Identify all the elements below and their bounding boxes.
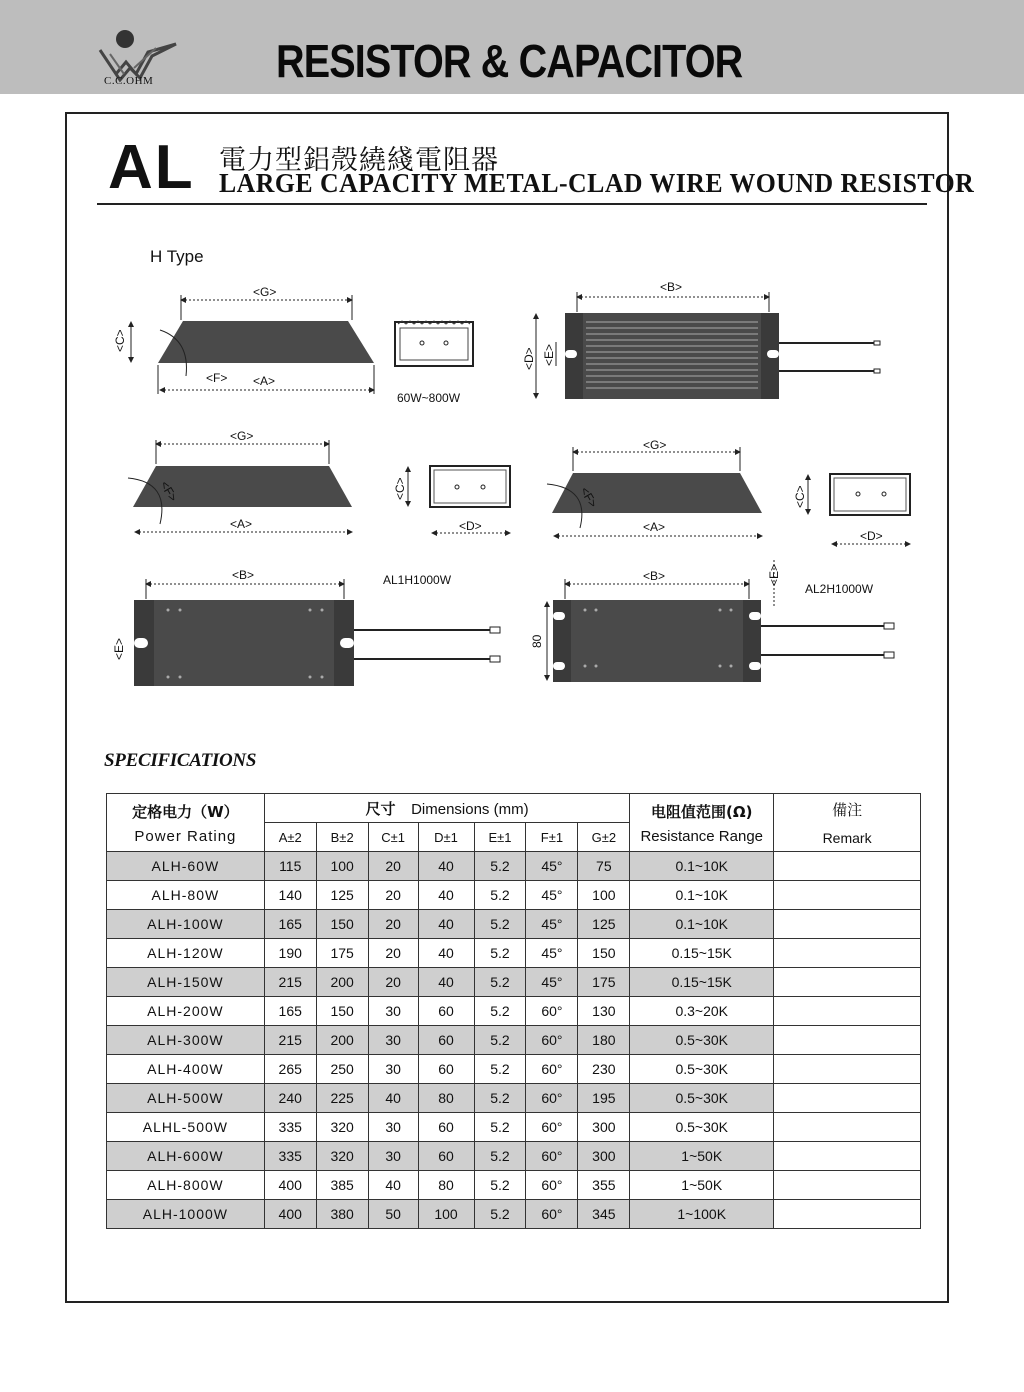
cell-remark: [774, 1026, 921, 1055]
cell-range: 1~50K: [630, 1142, 774, 1171]
cell-dim-f: 60°: [526, 997, 578, 1026]
model-label-al2h: AL2H1000W: [805, 582, 874, 596]
cell-dim-e: 5.2: [474, 1084, 526, 1113]
side-profile-2: [128, 429, 352, 532]
logo-text: C.C.OHM: [104, 75, 154, 87]
header-power: 定格电力（W） Power Rating: [107, 794, 265, 852]
cell-dim-d: 60: [418, 1113, 474, 1142]
cell-dim-c: 30: [368, 1026, 418, 1055]
cell-dim-f: 60°: [526, 1084, 578, 1113]
cell-dim-f: 45°: [526, 881, 578, 910]
cell-remark: [774, 1055, 921, 1084]
dim-f-label-3: <F>: [577, 484, 601, 510]
cell-dim-b: 150: [316, 910, 368, 939]
cell-dim-e: 5.2: [474, 1026, 526, 1055]
cell-remark: [774, 997, 921, 1026]
cell-range: 0.5~30K: [630, 1113, 774, 1142]
cell-dim-e: 5.2: [474, 1171, 526, 1200]
table-row: [107, 1171, 921, 1200]
cell-dim-g: 345: [578, 1200, 630, 1229]
cell-dim-d: 60: [418, 1026, 474, 1055]
dim-e-label-1: <E>: [542, 343, 556, 366]
cell-dim-d: 60: [418, 1055, 474, 1084]
cell-dim-e: 5.2: [474, 910, 526, 939]
dim-a-label-3: <A>: [643, 520, 666, 534]
cell-dim-a: 190: [264, 939, 316, 968]
cell-dim-a: 240: [264, 1084, 316, 1113]
subheader-d: D±1: [418, 823, 474, 852]
banner-title: RESISTOR & CAPACITOR: [276, 35, 743, 87]
cell-range: 0.3~20K: [630, 997, 774, 1026]
table-row: [107, 910, 921, 939]
cell-dim-a: 215: [264, 1026, 316, 1055]
cell-dim-f: 60°: [526, 1200, 578, 1229]
cell-dim-c: 20: [368, 968, 418, 997]
cell-model: ALH-400W: [107, 1055, 265, 1084]
cell-dim-c: 30: [368, 997, 418, 1026]
cell-dim-d: 60: [418, 997, 474, 1026]
cell-dim-d: 60: [418, 1142, 474, 1171]
subheader-b: B±2: [316, 823, 368, 852]
side-profile-3: [547, 438, 762, 536]
product-title-cn: 電力型鋁殼繞綫電阻器: [219, 145, 499, 176]
cell-remark: [774, 1113, 921, 1142]
cell-dim-d: 100: [418, 1200, 474, 1229]
dim-e-label-2: <E>: [112, 637, 126, 660]
cell-dim-a: 115: [264, 852, 316, 881]
dim-d-label-2: <D>: [459, 519, 482, 533]
cell-range: 0.15~15K: [630, 968, 774, 997]
cell-range: 0.1~10K: [630, 910, 774, 939]
table-row: [107, 1200, 921, 1229]
cell-dim-a: 335: [264, 1142, 316, 1171]
cell-dim-d: 80: [418, 1171, 474, 1200]
cell-range: 0.5~30K: [630, 1055, 774, 1084]
dim-d-label-1: <D>: [522, 347, 536, 370]
cell-model: ALH-1000W: [107, 1200, 265, 1229]
cell-range: 0.5~30K: [630, 1084, 774, 1113]
cell-dim-e: 5.2: [474, 968, 526, 997]
cell-dim-f: 45°: [526, 910, 578, 939]
dim-f-label-1: <F>: [206, 371, 228, 385]
cell-dim-e: 5.2: [474, 881, 526, 910]
dim-b-label-3: <B>: [643, 569, 666, 583]
cell-dim-e: 5.2: [474, 939, 526, 968]
cell-dim-c: 40: [368, 1084, 418, 1113]
cell-dim-f: 60°: [526, 1026, 578, 1055]
cell-dim-g: 300: [578, 1113, 630, 1142]
cell-dim-d: 40: [418, 881, 474, 910]
cell-model: ALHL-500W: [107, 1113, 265, 1142]
cell-model: ALH-800W: [107, 1171, 265, 1200]
cell-dim-c: 20: [368, 910, 418, 939]
dim-b-label-1: <B>: [660, 280, 683, 294]
cell-remark: [774, 939, 921, 968]
range-label: 60W~800W: [397, 391, 461, 405]
cell-dim-c: 20: [368, 881, 418, 910]
cell-dim-b: 385: [316, 1171, 368, 1200]
table-row: [107, 997, 921, 1026]
product-title-en: LARGE CAPACITY METAL-CLAD WIRE WOUND RESISTOR: [219, 168, 975, 198]
table-row: [107, 881, 921, 910]
cell-dim-e: 5.2: [474, 997, 526, 1026]
cell-dim-d: 40: [418, 852, 474, 881]
side-profile-1: [113, 285, 374, 394]
cell-dim-d: 80: [418, 1084, 474, 1113]
cell-dim-e: 5.2: [474, 1113, 526, 1142]
cell-dim-b: 200: [316, 1026, 368, 1055]
cell-dim-c: 20: [368, 939, 418, 968]
cell-remark: [774, 881, 921, 910]
dim-e-label-3: <E>: [767, 563, 781, 586]
cell-dim-b: 225: [316, 1084, 368, 1113]
cell-model: ALH-150W: [107, 968, 265, 997]
cell-dim-c: 50: [368, 1200, 418, 1229]
cell-dim-b: 200: [316, 968, 368, 997]
cell-dim-a: 400: [264, 1200, 316, 1229]
header-dimensions: 尺寸 Dimensions (mm): [264, 794, 630, 823]
cell-dim-a: 265: [264, 1055, 316, 1084]
dim-b-label-2: <B>: [232, 568, 255, 582]
cell-remark: [774, 910, 921, 939]
cell-dim-g: 175: [578, 968, 630, 997]
subheader-e: E±1: [474, 823, 526, 852]
cell-range: 0.5~30K: [630, 1026, 774, 1055]
spec-table: [106, 793, 921, 1229]
cell-dim-c: 30: [368, 1113, 418, 1142]
cell-dim-a: 165: [264, 910, 316, 939]
cell-model: ALH-100W: [107, 910, 265, 939]
cell-dim-a: 335: [264, 1113, 316, 1142]
subheader-a: A±2: [264, 823, 316, 852]
header-range: 电阻值范围(Ω) Resistance Range: [630, 794, 774, 852]
cell-remark: [774, 1200, 921, 1229]
cell-dim-e: 5.2: [474, 852, 526, 881]
cell-dim-f: 60°: [526, 1142, 578, 1171]
cell-dim-g: 195: [578, 1084, 630, 1113]
cell-model: ALH-500W: [107, 1084, 265, 1113]
cell-model: ALH-300W: [107, 1026, 265, 1055]
model-label-al1h: AL1H1000W: [383, 573, 452, 587]
cell-dim-d: 40: [418, 910, 474, 939]
cell-dim-b: 175: [316, 939, 368, 968]
subheader-f: F±1: [526, 823, 578, 852]
header-remark: 備注 Remark: [774, 794, 921, 852]
dim-a-label-2: <A>: [230, 517, 253, 531]
cell-dim-f: 60°: [526, 1171, 578, 1200]
dim-c-label-3: <C>: [793, 485, 807, 508]
end-view-3: [793, 474, 910, 544]
product-code: AL: [108, 133, 195, 202]
cell-dim-e: 5.2: [474, 1055, 526, 1084]
cell-remark: [774, 1142, 921, 1171]
cell-dim-g: 230: [578, 1055, 630, 1084]
table-row: [107, 1142, 921, 1171]
end-view-2: [393, 466, 510, 533]
cell-dim-g: 150: [578, 939, 630, 968]
cell-dim-g: 300: [578, 1142, 630, 1171]
cell-dim-d: 40: [418, 939, 474, 968]
cell-dim-a: 400: [264, 1171, 316, 1200]
cell-range: 1~100K: [630, 1200, 774, 1229]
table-row: [107, 968, 921, 997]
cell-range: 0.1~10K: [630, 852, 774, 881]
cell-dim-g: 125: [578, 910, 630, 939]
dim-g-label-2: <G>: [230, 429, 254, 443]
cell-dim-f: 60°: [526, 1113, 578, 1142]
dim-g-label-3: <G>: [643, 438, 667, 452]
cell-dim-e: 5.2: [474, 1200, 526, 1229]
cell-dim-b: 125: [316, 881, 368, 910]
cell-dim-b: 320: [316, 1142, 368, 1171]
table-row: [107, 852, 921, 881]
cell-model: ALH-60W: [107, 852, 265, 881]
top-view-al2h: [530, 560, 894, 682]
cell-model: ALH-200W: [107, 997, 265, 1026]
cell-model: ALH-120W: [107, 939, 265, 968]
cell-range: 0.15~15K: [630, 939, 774, 968]
dim-f-label-2: <F>: [157, 478, 181, 504]
cell-dim-b: 100: [316, 852, 368, 881]
cell-model: ALH-80W: [107, 881, 265, 910]
cell-remark: [774, 852, 921, 881]
end-view-1: [395, 321, 473, 405]
cell-dim-e: 5.2: [474, 1142, 526, 1171]
specifications-heading: SPECIFICATIONS: [104, 750, 257, 771]
cell-dim-c: 30: [368, 1142, 418, 1171]
cell-range: 0.1~10K: [630, 881, 774, 910]
cell-dim-b: 380: [316, 1200, 368, 1229]
cell-dim-f: 45°: [526, 968, 578, 997]
cell-dim-f: 45°: [526, 939, 578, 968]
subheader-g: G±2: [578, 823, 630, 852]
cell-dim-b: 320: [316, 1113, 368, 1142]
cell-dim-g: 180: [578, 1026, 630, 1055]
table-row: [107, 1084, 921, 1113]
cell-dim-g: 355: [578, 1171, 630, 1200]
cell-dim-a: 215: [264, 968, 316, 997]
table-row: [107, 1026, 921, 1055]
dim-g-label-1: <G>: [253, 285, 277, 299]
subheader-c: C±1: [368, 823, 418, 852]
cell-dim-g: 100: [578, 881, 630, 910]
cell-dim-d: 40: [418, 968, 474, 997]
cell-dim-b: 250: [316, 1055, 368, 1084]
top-view-1: [522, 280, 880, 399]
cell-range: 1~50K: [630, 1171, 774, 1200]
dim-c-label-2: <C>: [393, 477, 407, 500]
cell-dim-c: 30: [368, 1055, 418, 1084]
cell-model: ALH-600W: [107, 1142, 265, 1171]
cell-dim-g: 75: [578, 852, 630, 881]
dim-a-label-1: <A>: [253, 374, 276, 388]
cell-dim-f: 45°: [526, 852, 578, 881]
cell-dim-c: 20: [368, 852, 418, 881]
cell-remark: [774, 1084, 921, 1113]
cell-dim-b: 150: [316, 997, 368, 1026]
table-row: [107, 939, 921, 968]
cell-dim-a: 165: [264, 997, 316, 1026]
dim-d-label-3: <D>: [860, 529, 883, 543]
table-row: [107, 1055, 921, 1084]
table-row: [107, 1113, 921, 1142]
cell-dim-c: 40: [368, 1171, 418, 1200]
dim-c-label-1: <C>: [113, 329, 127, 352]
type-label: H Type: [150, 247, 204, 266]
cell-dim-f: 60°: [526, 1055, 578, 1084]
dim-80-label: 80: [530, 634, 544, 648]
cell-remark: [774, 1171, 921, 1200]
cell-remark: [774, 968, 921, 997]
cell-dim-a: 140: [264, 881, 316, 910]
cell-dim-g: 130: [578, 997, 630, 1026]
